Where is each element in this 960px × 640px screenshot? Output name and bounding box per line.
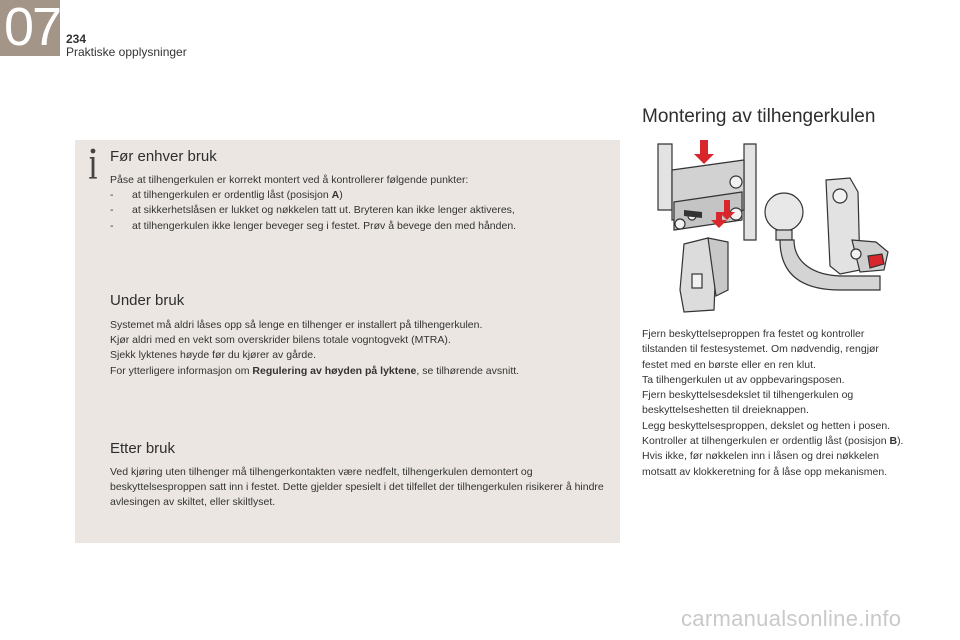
position-b-label: B <box>889 435 898 448</box>
mounting-title: Montering av tilhengerkulen <box>642 106 876 127</box>
after-use-title: Etter bruk <box>110 440 176 457</box>
headlamp-reference: For ytterligere informasjon om Regulering av høyden på lyktene, se tilhørende avsnitt. <box>110 364 520 377</box>
position-a-label: A <box>331 189 340 202</box>
chapter-number: 07 <box>4 0 61 57</box>
info-icon <box>88 148 98 180</box>
headlamp-adjustment-link: Regulering av høyden på lyktene <box>252 364 417 377</box>
lock-check-step: Kontroller at tilhengerkulen er ordentlig låst (posisjon B). Hvis ikke, før nøkkelen inn i låsen og drei nøkkelen motsatt av klokkeretning for å låse opp mekanismen. <box>642 435 904 478</box>
during-use-title: Under bruk <box>110 292 185 309</box>
mounting-instructions: Fjern beskyttelseproppen fra festet og kontroller tilstanden til festesystemet. Om nødvendig, rengjør festet med en børste eller en ren klut. Ta tilhengerkulen ut av oppbevaringsposen. Fjern beskyttelsesdekslet til tilhengerkulen og beskyttelseshetten til dreieknappen. Legg beskyttelsesproppen, dekslet og hetten i posen. Kontroller at tilhengerkulen er ordentlig låst (posisjon B). Hvis ikke, før nøkkelen inn i låsen og drei nøkkelen motsatt av klokkeretning for å låse opp mekanismen. <box>642 327 904 480</box>
chapter-tab <box>0 0 60 56</box>
before-use-title: Før enhver bruk <box>110 148 217 165</box>
before-use-text <box>110 173 610 234</box>
before-use-bullet: - at sikkerhetslåsen er lukket og nøkkelen tatt ut. Bryteren kan ikke lenger aktiveres, <box>110 204 515 217</box>
towbar-illustration <box>644 140 906 316</box>
towball-drawing <box>765 178 888 290</box>
watermark: carmanualsonline.info <box>681 606 902 631</box>
after-use-text: Ved kjøring uten tilhenger må tilhengerkontakten være nedfelt, tilhengerkulen demontert og beskyttelsesproppen satt inn i festet. Dette gjelder spesielt i det tilfellet der tilhengerkulen risikerer å hindre avlesingen av skiltet, eller skiltlyset. <box>110 466 604 509</box>
before-use-bullet: - at tilhengerkulen ikke lenger beveger seg i festet. Prøv å bevege den med hånden. <box>110 219 517 232</box>
before-use-intro: Påse at tilhengerkulen er korrekt montert ved å kontrollerer følgende punkter: <box>110 174 469 186</box>
section-title: Praktiske opplysninger <box>66 45 187 59</box>
during-use-text: Systemet må aldri låses opp så lenge en tilhenger er installert på tilhengerkulen. Kjør aldri med en vekt som overskrider bilens totale vogntogvekt (MTRA). Sjekk lyktenes høyde før du kjører av gårde. For ytterligere informasjon om Regulering av høyden på lyktene, se tilhørende avsnitt. <box>110 318 615 379</box>
before-use-bullet: - at tilhengerkulen er ordentlig låst (posisjon A) <box>110 189 343 202</box>
page-number: 234 <box>66 32 87 46</box>
protective-cap-drawing <box>680 238 728 312</box>
